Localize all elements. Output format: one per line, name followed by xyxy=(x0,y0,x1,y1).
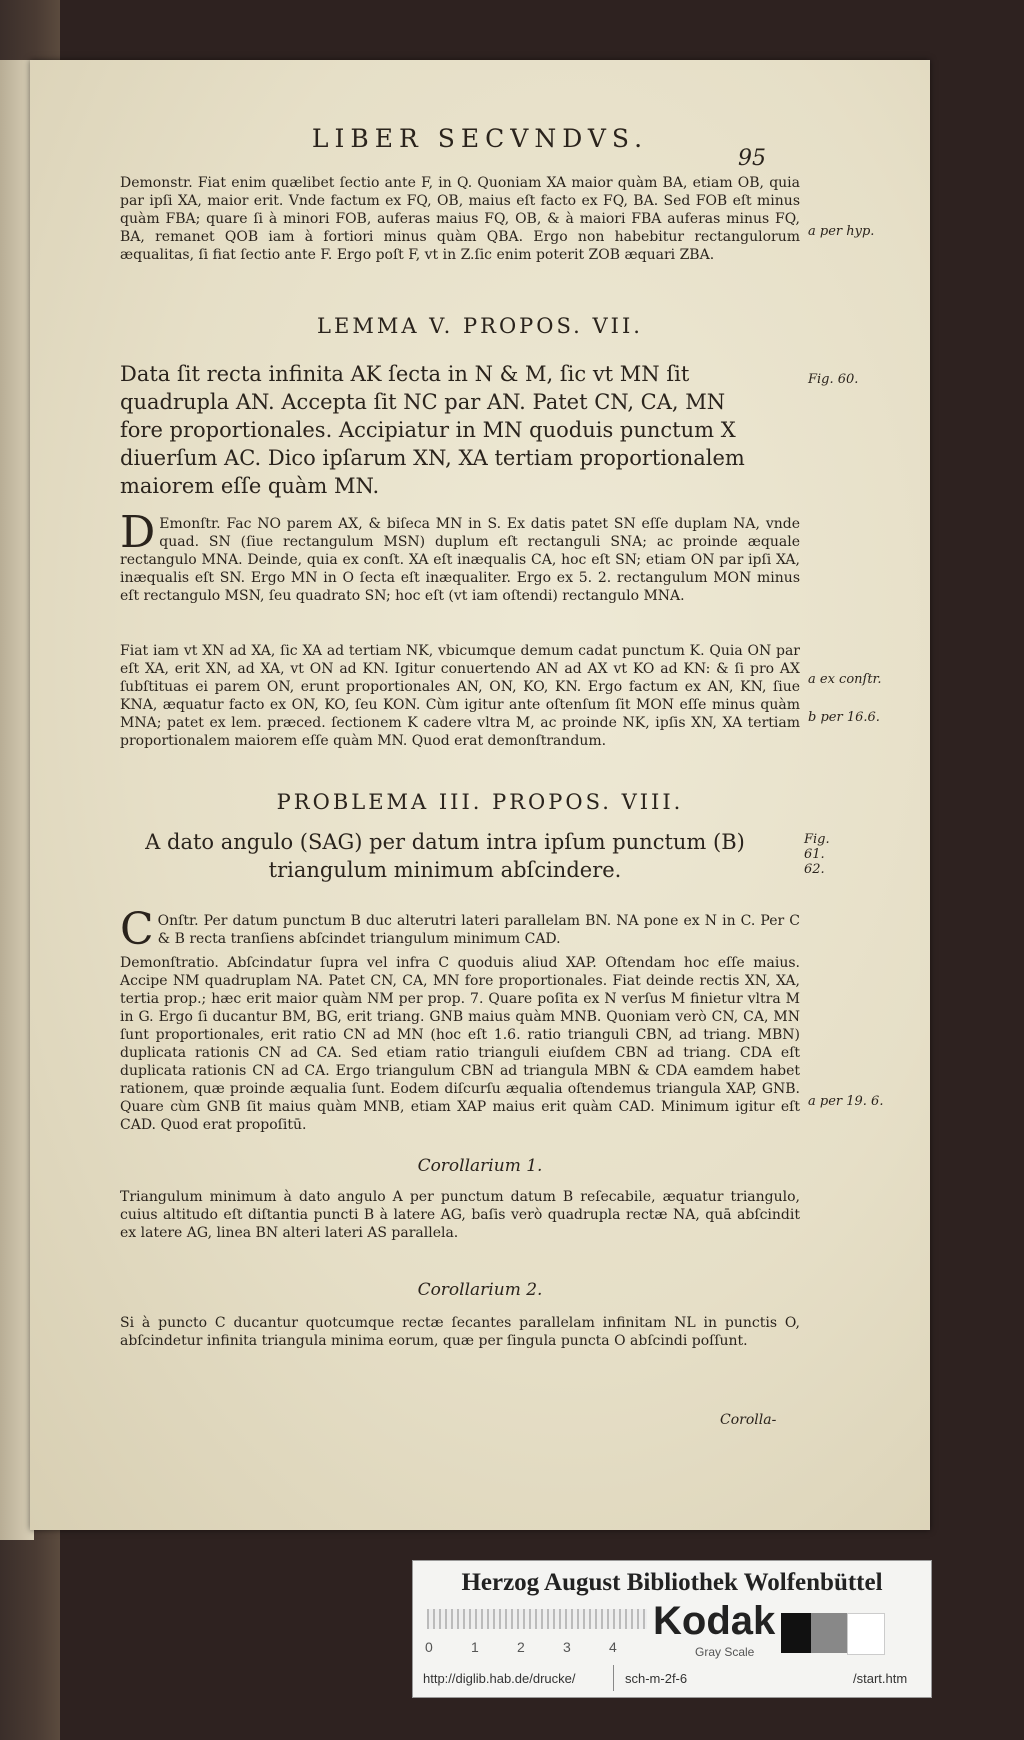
catchword: Corolla- xyxy=(720,1412,777,1428)
paragraph-constructio-text: Onſtr. Per datum punctum B duc alterutri lateri parallelam BN. NA pone ex N in C. Per C & B recta tranſiens abſcindet triangulum minimum CAD. xyxy=(157,913,800,947)
corollarium-1-text: Triangulum minimum à dato angulo A per punctum datum B reſecabile, æquatur triangulo, cuius altitudo eſt diſtantia puncti B à latere AG, baſis verò quadrupla rectæ NA, quā abſcindit ex latere AG, linea BN alteri lateri AS parallela. xyxy=(120,1189,800,1241)
gray-scale-label: Gray Scale xyxy=(695,1645,755,1659)
paragraph-demonstratio-2-text: Emonſtr. Fac NO parem AX, & biſeca MN in S. Ex datis patet SN eſſe duplam NA, vnde quad. SN (ſiue rectangulum MSN) duplum eſt rectanguli SNA; ac proinde æquale rectangulo MNA. Deinde, quia ex conſt. XA eſt inæqualis CA, hoc eſt SN; etiam ON par ipſi XA, inæqualis eſt SN. Ergo MN in O ſecta eſt inæqualiter. Ergo ex 5. 2. rectangulum MON minus eſt rectangulo MSN, ſeu quadrato SN; hoc eſt (vt iam oſtendi) rectangulo MNA. xyxy=(120,516,800,604)
left-page-edge xyxy=(0,60,34,1540)
card-signature: sch-m-2f-6 xyxy=(625,1671,688,1686)
drop-cap-c: C xyxy=(120,904,154,955)
card-start: /start.htm xyxy=(853,1671,908,1686)
scale-number-2: 2 xyxy=(517,1639,525,1655)
lemma-title: LEMMA V. PROPOS. VII. xyxy=(317,314,643,338)
paragraph-demonstratio-3: Fiat iam vt XN ad XA, ſic XA ad tertiam NK, vbicumque demum cadat punctum K. Quia ON par eſt XA, erit XN, ad XA, vt ON ad KN. Igitur conuertendo AN ad AX vt KO ad KN: & ſi pro AX ſubſtituas ei parem ON, erunt proportionales AN, ON, KO, KN. Ergo factum ex AN, KN, ſiue KNA, æquatur facto ex ON, KO, ſeu KON. Cùm igitur ante oſtenſum ſit MON eſſe minus quàm MNA; patet ex lem. præced. ſectionem K cadere vltra M, ac proinde NK, ipſis XN, XA tertiam proportionalem maiorem eſſe quàm MN. Quod erat demonſtrandum. xyxy=(120,643,800,749)
paragraph-demonstratio-2 xyxy=(120,507,800,605)
scale-number-1: 1 xyxy=(471,1639,479,1655)
card-separator xyxy=(613,1665,614,1691)
problema-enunciation: A dato angulo (SAG) per datum intra ipſum punctum (B) triangulum minimum abſcindere. xyxy=(145,830,745,882)
scale-number-0: 0 xyxy=(425,1639,433,1655)
gray-patch-black xyxy=(781,1613,811,1653)
corollarium-2-text: Si à puncto C ducantur quotcumque rectæ ſecantes parallelam infinitam NL in punctis O, abſcindetur infinita triangula minima eorum, quæ per ſingula puncta O abſcindi poſſunt. xyxy=(120,1315,800,1349)
margin-note-per-16-6: b per 16.6. xyxy=(808,710,880,725)
margin-note-ex-constr: a ex conſtr. xyxy=(808,672,882,687)
corollarium-2-title: Corollarium 2. xyxy=(417,1280,543,1300)
scale-number-4: 4 xyxy=(609,1639,617,1655)
book-page xyxy=(30,60,930,1530)
problema-title: PROBLEMA III. PROPOS. VIII. xyxy=(276,790,684,814)
paragraph-demonstratio-4: Demonſtratio. Abſcindatur ſupra vel infra C quoduis aliud XAP. Oſtendam hoc eſſe maius. Accipe NM quadruplam NA. Patet CN, CA, MN fore proportionales. Fiat deinde rectis XN, XA, tertia prop.; hæc erit maior quàm NM per prop. 7. Quare poſita ex N verſus M finietur vltra M in G. Ergo ſi ducantur BM, BG, erit triang. GNB maius quàm MNB. Quoniam verò CN, CA, MN ſunt proportionales, erit ratio CN ad MN (hoc eſt 1.6. ratio trianguli CBN, ad triang. MBN) duplicata rationis CN ad CA. Sed etiam ratio trianguli eiuſdem CBN ad triang. CDA eſt duplicata rationis CN ad CA. Ergo triangulum CBN ad triangula MBN & CDA eamdem habet rationem, quæ proinde æqualia ſunt. Eodem diſcurſu æqualia oſtendemus triangula XAP, GNB. Quare cùm GNB ſit maius quàm MNB, etiam XAP maius erit quàm CAD. Minimum igitur eſt CAD. Quod erat propoſitū. xyxy=(120,955,800,1133)
paragraph-constructio xyxy=(120,904,800,955)
margin-note-fig-61-62: Fig. 61. 62. xyxy=(804,832,830,877)
corollarium-1-title: Corollarium 1. xyxy=(417,1156,543,1176)
margin-note-per-hyp: a per hyp. xyxy=(808,224,875,239)
library-color-card xyxy=(412,1560,932,1698)
kodak-logo: Kodak xyxy=(653,1599,776,1643)
gray-patch-white xyxy=(847,1613,885,1655)
library-name: Herzog August Bibliothek Wolfenbüttel xyxy=(461,1569,883,1596)
margin-note-per-19-6: a per 19. 6. xyxy=(808,1094,884,1109)
gray-patch-mid xyxy=(811,1613,847,1653)
card-url: http://diglib.hab.de/drucke/ xyxy=(423,1671,576,1686)
scale-number-3: 3 xyxy=(563,1639,571,1655)
lemma-enunciation: Data ſit recta infinita AK ſecta in N & M, ſic vt MN ſit quadrupla AN. Accepta ſit NC par AN. Patet CN, CA, MN fore proportionales. Accipiatur in MN quoduis punctum X diuerſum AC. Dico ipſarum XN, XA tertiam proportionalem maiorem eſſe quàm MN. xyxy=(120,362,745,498)
measure-scale xyxy=(427,1609,647,1629)
drop-cap-d: D xyxy=(120,507,156,558)
margin-note-fig-60: Fig. 60. xyxy=(808,372,859,387)
page-number: 95 xyxy=(738,146,766,171)
paragraph-demonstratio-1: Demonstr. Fiat enim quælibet ſectio ante F, in Q. Quoniam XA maior quàm BA, etiam OB, quia par ipſi XA, maior erit. Vnde factum ex FQ, OB, maius eſt facto ex FQ, BA. Sed FOB eſt minus quàm FBA; quare ſi à minori FOB, auferas maius FQ, OB, & à maiori FBA auferas minus FQ, BA, remanet QOB iam à fortiori minus quàm QBA. Ergo non habebitur rectangulorum æqualitas, ſi fiat ſectio ante F. Ergo poſt F, vt in Z.ſic enim poterit ZOB æquari ZBA. xyxy=(120,175,800,263)
running-head: LIBER SECVNDVS. xyxy=(311,124,649,153)
